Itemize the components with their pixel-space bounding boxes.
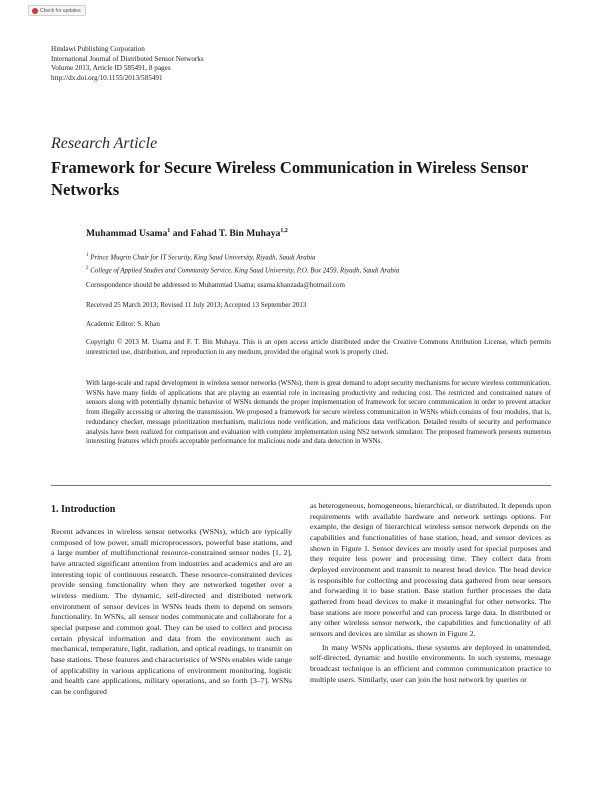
- left-column: [51, 504, 292, 698]
- affiliation-text: Prince Muqrin Chair for IT Security, King Saud University, Riyadh, Saudi Arabia: [90, 254, 316, 262]
- publisher: Hindawi Publishing Corporation: [51, 45, 145, 53]
- affiliation: [86, 263, 399, 276]
- section-heading: 1. Introduction: [51, 504, 116, 515]
- affiliation: [86, 250, 399, 263]
- doi-link[interactable]: http://dx.doi.org/10.1155/2013/585491: [51, 73, 163, 82]
- journal-header: [51, 45, 204, 83]
- affiliation-mark: 2: [86, 266, 89, 272]
- body-paragraph: as heterogeneous, homogeneous, hierarchical, or distributed. It depends upon requirements with available hardware and network settings options. For example, the design of hierarchical wireless sensor network depends on the capabilities and functionalities of base station, head, and sensor devices as shown in Figure 1. Sensor devices are mostly used for special purposes and they require less power and processing time. They collect data from deployed environment and transmit to nearest head device. The head device is responsible for collecting and processing data gathered from near sensors and forwarding it to base station. Base station further processes the data gathered from head devices to make it meaningful for other networks. The base stations are more powerful and can process large data. In distributed or any other wireless sensor network, the capabilities and functionality of all sensors and devices are similar as shown in Figure 2.: [310, 501, 551, 638]
- author-list: [86, 228, 288, 239]
- affiliations: [86, 250, 399, 277]
- abstract: With large-scale and rapid development in wireless sensor networks (WSNs), there is great demand to adopt security mechanisms for secure wireless communication. WSNs have many fields of applications that are playing an essential role in increasing productivity and reducing cost. The restricted and constrained nature of sensors along with potentially dynamic behavior of WSNs demands the proper implementation of framework for secure communication in order to prevent attacker from illegally accessing or altering the transmission. We proposed a framework for secure wireless communication in WSNs which consists of four modules, that is, redundancy checker, message prioritization mechanism, malicious node verification, and malicious data verification. Detailed results of security and performance analysis have been realized for comparison and evaluation with complete implementation using NS2 network simulator. The proposed framework presents numerous interesting features which proofs acceptable performance for malicious node and data detection in WSNs.: [86, 379, 551, 446]
- article-type: Research Article: [51, 135, 158, 152]
- author-name: Muhammad Usama: [86, 228, 168, 240]
- author-affil-mark: 1: [167, 228, 171, 234]
- article-dates: Received 25 March 2013; Revised 11 July 2013; Accepted 13 September 2013: [86, 301, 307, 309]
- volume-info: Volume 2013, Article ID 585491, 8 pages: [51, 64, 171, 72]
- correspondence: Correspondence should be addressed to Muhammad Usama; usama.khanzada@hotmail.com: [86, 281, 345, 289]
- section-divider: [51, 485, 551, 486]
- body-paragraph: Recent advances in wireless sensor networks (WSNs), which are typically composed of low power, small microprocessors, powerful base stations, and a large number of multifunctional resource-constrained sensor nodes [1, 2], have attracted significant attention from industries and academics and are an interesting topic of continuous research. These resource-constrained devices provide sensing functionality when they are networked together over a wireless medium. The dynamic, self-directed and distributed network environment of sensor devices in WSNs leads them to depend on sensors functionality. In WSNs, all sensor nodes communicate and collaborate for a special purpose and common goal. They can be used to collect and process certain physical information and data from the environment such as mechanical, temperature, light, radiation, and optical readings, to transmit on base stations. These features and characteristics of WSNs enables wide range of applicability in various applications of environment monitoring, logistic and health care applications, military operations, and so forth [3–7]. WSNs can be configured: [51, 527, 292, 696]
- check-for-updates-badge[interactable]: [28, 5, 86, 16]
- author-name: Fahad T. Bin Muhaya: [190, 228, 281, 240]
- journal-name: International Journal of Distributed Sensor Networks: [51, 54, 204, 63]
- author-affil-mark: 1,2: [280, 228, 288, 234]
- check-for-updates-label: Check for updates: [40, 7, 81, 14]
- right-column: [310, 501, 551, 685]
- update-icon: [32, 8, 38, 14]
- affiliation-text: College of Applied Studies and Community Service, King Saud University, P.O. Box 2459, Riyadh, Saudi Arabia: [90, 267, 400, 275]
- affiliation-mark: 1: [86, 253, 89, 258]
- paper-title: Framework for Secure Wireless Communication in Wireless Sensor Networks: [51, 158, 529, 199]
- copyright-notice: Copyright © 2013 M. Usama and F. T. Bin Muhaya. This is an open access article distributed under the Creative Commons Attribution License, which permits unrestricted use, distribution, and reproduction in any medium, provided the original work is properly cited.: [86, 338, 551, 356]
- author-separator: and: [170, 228, 191, 240]
- body-paragraph: In many WSNs applications, these systems are deployed in unattended, self-directed, dynamic and hostile environments. In such systems, message broadcast technique is an efficient and common communication practice to multiple users. Similarly, user can join the host network by queries or: [310, 642, 551, 684]
- academic-editor: Academic Editor: S. Khan: [86, 320, 160, 328]
